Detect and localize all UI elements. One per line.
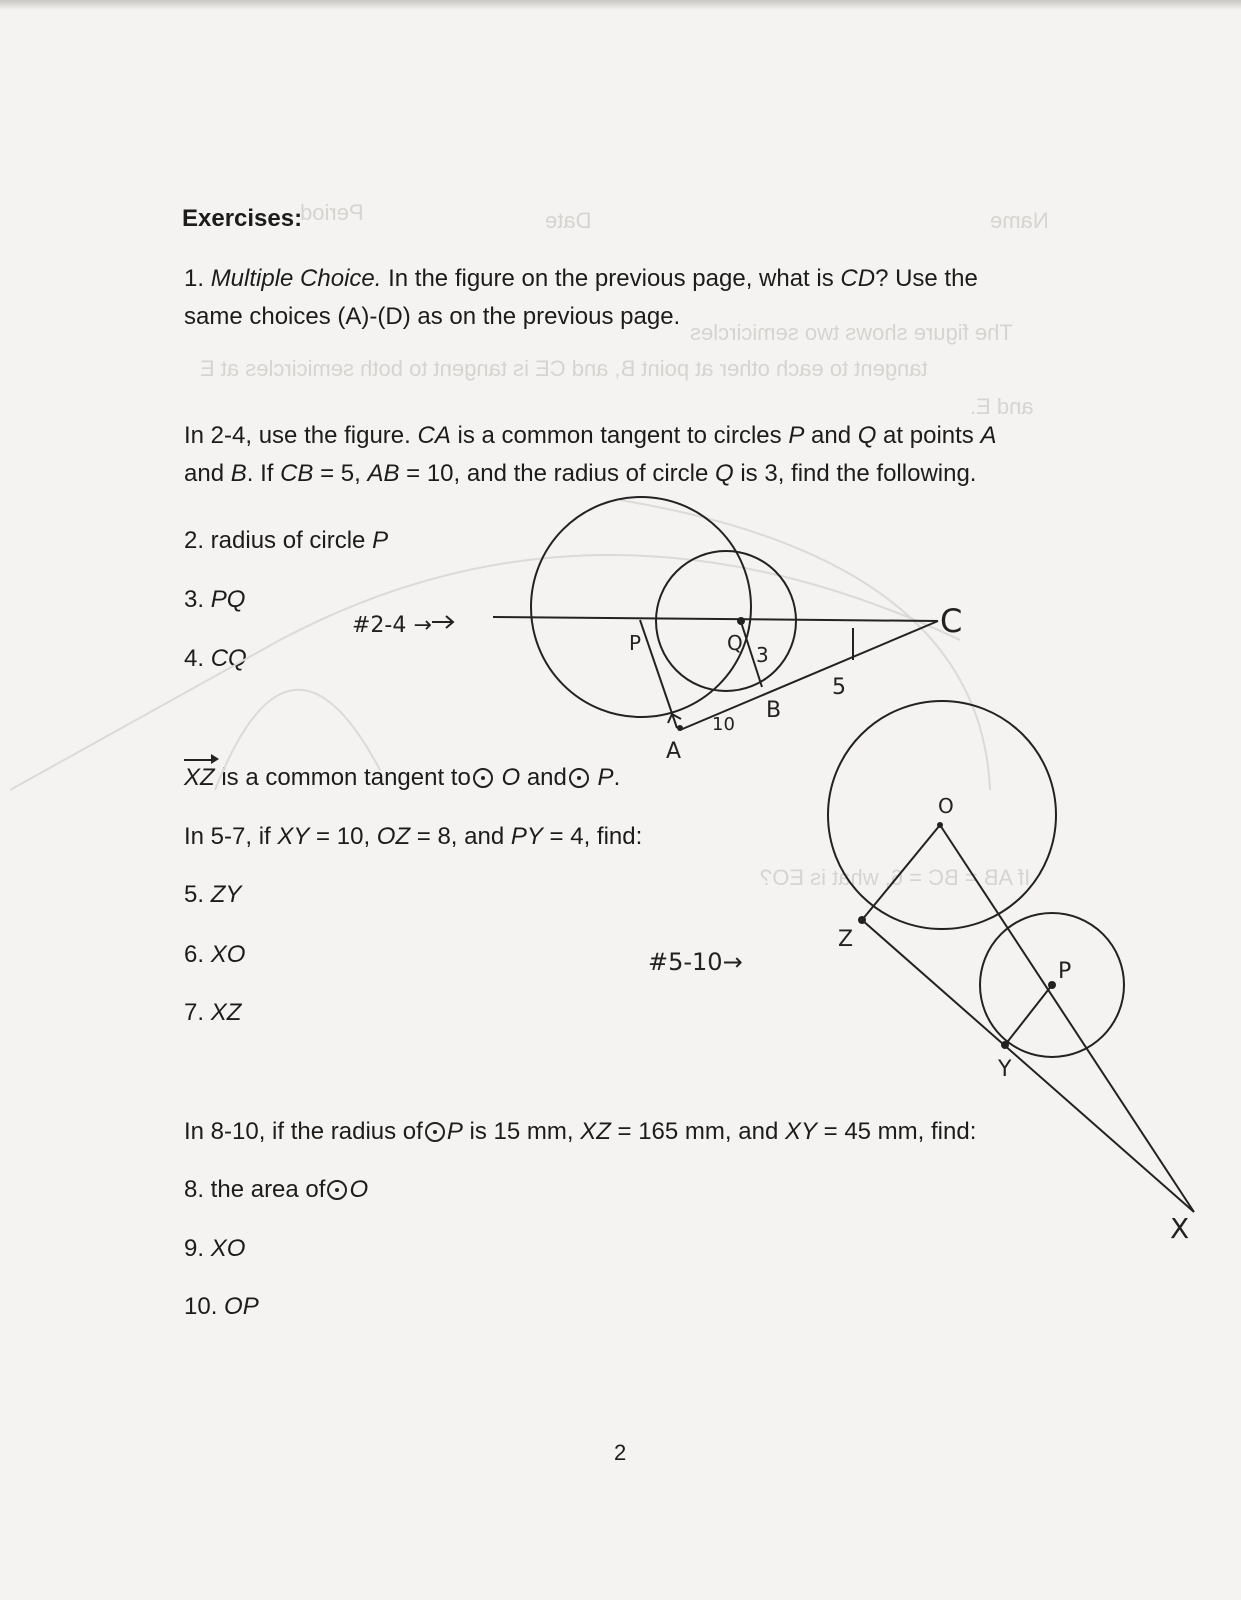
intro24-v2: P bbox=[788, 422, 805, 449]
q8-number: 8. bbox=[184, 1176, 205, 1203]
q2-number: 2. bbox=[184, 527, 205, 554]
intro57-p1: In 5-7, if bbox=[184, 823, 278, 850]
question-1-line-2: same choices (A)-(D) as on the previous page. bbox=[184, 303, 681, 330]
intro810-v2: XZ bbox=[580, 1118, 611, 1145]
intro24-p1: In 2-4, use the figure. bbox=[184, 422, 418, 449]
fig2-label-p: P bbox=[1058, 959, 1072, 984]
intro57-v1: XY bbox=[277, 823, 310, 850]
q9-var: XO bbox=[210, 1235, 246, 1262]
q9-number: 9. bbox=[184, 1235, 205, 1262]
exercises-heading: Exercises: bbox=[182, 205, 303, 232]
point-o bbox=[937, 822, 943, 828]
fig1-note: #2-4 → bbox=[352, 613, 432, 638]
point-y bbox=[1001, 1041, 1009, 1049]
ghost-name: Name bbox=[990, 208, 1049, 233]
intro24-l2p2: . If bbox=[246, 460, 281, 487]
q6-number: 6. bbox=[184, 941, 205, 968]
point-z bbox=[858, 916, 866, 924]
intro24-v4: A bbox=[980, 422, 997, 449]
intro24-l2p5: is 3, find the following. bbox=[733, 460, 977, 487]
intro57-p2: = 10, bbox=[309, 823, 377, 850]
intro24-l2p4: = 10, and the radius of circle bbox=[399, 460, 715, 487]
ghost-bleed-2: tangent to each other at point B, and CE is tangent to both semicircles at E bbox=[200, 356, 928, 381]
intro24-p4: at points bbox=[876, 422, 981, 449]
tangent-var-xz: XZ bbox=[184, 764, 215, 791]
ghost-bleed-1: The figure shows two semicircles bbox=[690, 320, 1013, 345]
figure-circles-p-q bbox=[432, 497, 938, 730]
intro24-l2v3: AB bbox=[367, 460, 400, 487]
ghost-bleed-3: and E. bbox=[970, 394, 1034, 419]
intro57-v3: PY bbox=[510, 823, 543, 850]
tangent-v1: O bbox=[494, 764, 521, 791]
intro57-v2: OZ bbox=[376, 823, 411, 850]
intro24-l2p3: = 5, bbox=[313, 460, 368, 487]
q8-text: the area of bbox=[204, 1176, 326, 1203]
fig2-label-y: Y bbox=[998, 1057, 1012, 1082]
q1-text-a: In the figure on the previous page, what is bbox=[381, 265, 841, 292]
fig1-label-p: P bbox=[629, 631, 642, 655]
fig2-label-o: O bbox=[938, 794, 954, 818]
point-a bbox=[677, 725, 683, 731]
line-ox bbox=[940, 825, 1194, 1212]
q5-var: ZY bbox=[210, 881, 242, 908]
intro810-p3: = 165 mm, and bbox=[610, 1118, 785, 1145]
intro24-p2: is a common tangent to circles bbox=[450, 422, 789, 449]
fig1-label-c: C bbox=[940, 602, 963, 640]
q1-label: Multiple Choice. bbox=[210, 265, 382, 292]
intro24-l2v4: Q bbox=[715, 460, 734, 487]
fig2-label-z: Z bbox=[838, 927, 854, 952]
intro24-l2p1: and bbox=[184, 460, 231, 487]
fig1-label-5: 5 bbox=[832, 675, 846, 700]
q5-number: 5. bbox=[184, 881, 205, 908]
q1-var: CD bbox=[840, 265, 876, 292]
fig1-label-b: B bbox=[766, 698, 782, 723]
intro810-p4: = 45 mm, find: bbox=[816, 1118, 977, 1145]
q8-var: O bbox=[349, 1176, 369, 1203]
ghost-bleed-4: If AB = BC = 6, what is EO? bbox=[760, 865, 1031, 890]
q2-text: radius of circle bbox=[204, 527, 373, 554]
intro24-v3: Q bbox=[857, 422, 877, 449]
fig1-label-q: Q bbox=[727, 631, 743, 655]
fig2-label-x: X bbox=[1170, 1212, 1190, 1245]
page-number: 2 bbox=[614, 1440, 627, 1465]
tangent-p2: and bbox=[520, 764, 567, 791]
q2-var: P bbox=[372, 527, 389, 554]
q3-var: PQ bbox=[210, 586, 246, 613]
intro57-p4: = 4, find: bbox=[542, 823, 643, 850]
point-q bbox=[737, 617, 745, 625]
fig1-label-3: 3 bbox=[756, 643, 769, 667]
intro24-v1: CA bbox=[417, 422, 451, 449]
q10-var: OP bbox=[224, 1293, 259, 1320]
tangent-v2: P bbox=[590, 764, 614, 791]
ghost-date: Date bbox=[545, 208, 592, 233]
intro810-p2: is 15 mm, bbox=[462, 1118, 581, 1145]
fig2-note: #5-10→ bbox=[648, 948, 743, 976]
intro810-p1: In 8-10, if the radius of bbox=[184, 1118, 423, 1145]
radius-py bbox=[1005, 985, 1052, 1045]
radius-oz bbox=[862, 825, 940, 920]
note-arrow bbox=[432, 616, 453, 628]
fig1-label-10: 10 bbox=[712, 714, 735, 735]
circle-p bbox=[531, 497, 751, 717]
intro24-l2v1: B bbox=[230, 460, 247, 487]
q1-text-b: ? Use the bbox=[875, 265, 978, 292]
intro810-v3: XY bbox=[784, 1118, 817, 1145]
point-p2 bbox=[1048, 981, 1056, 989]
fig1-label-a: A bbox=[666, 739, 682, 764]
figure-circles-o-p bbox=[828, 701, 1194, 1212]
ghost-period: Period bbox=[300, 200, 364, 225]
tangent-line-xz bbox=[862, 920, 1194, 1212]
intro810-v1: P bbox=[446, 1118, 463, 1145]
q7-var: XZ bbox=[210, 999, 242, 1026]
intro24-l2v2: CB bbox=[280, 460, 314, 487]
tangent-p1: is a common tangent to bbox=[214, 764, 471, 791]
q4-var: CQ bbox=[210, 645, 247, 672]
ghost-figure bbox=[10, 500, 990, 790]
q1-number: 1. bbox=[184, 265, 205, 292]
circle-q bbox=[656, 551, 796, 691]
q6-var: XO bbox=[210, 941, 246, 968]
intro57-p3: = 8, and bbox=[410, 823, 511, 850]
line-pc bbox=[493, 617, 938, 621]
q4-number: 4. bbox=[184, 645, 205, 672]
q10-number: 10. bbox=[184, 1293, 218, 1320]
tangent-p3: . bbox=[613, 764, 621, 791]
intro24-p3: and bbox=[804, 422, 858, 449]
q7-number: 7. bbox=[184, 999, 205, 1026]
q3-number: 3. bbox=[184, 586, 205, 613]
